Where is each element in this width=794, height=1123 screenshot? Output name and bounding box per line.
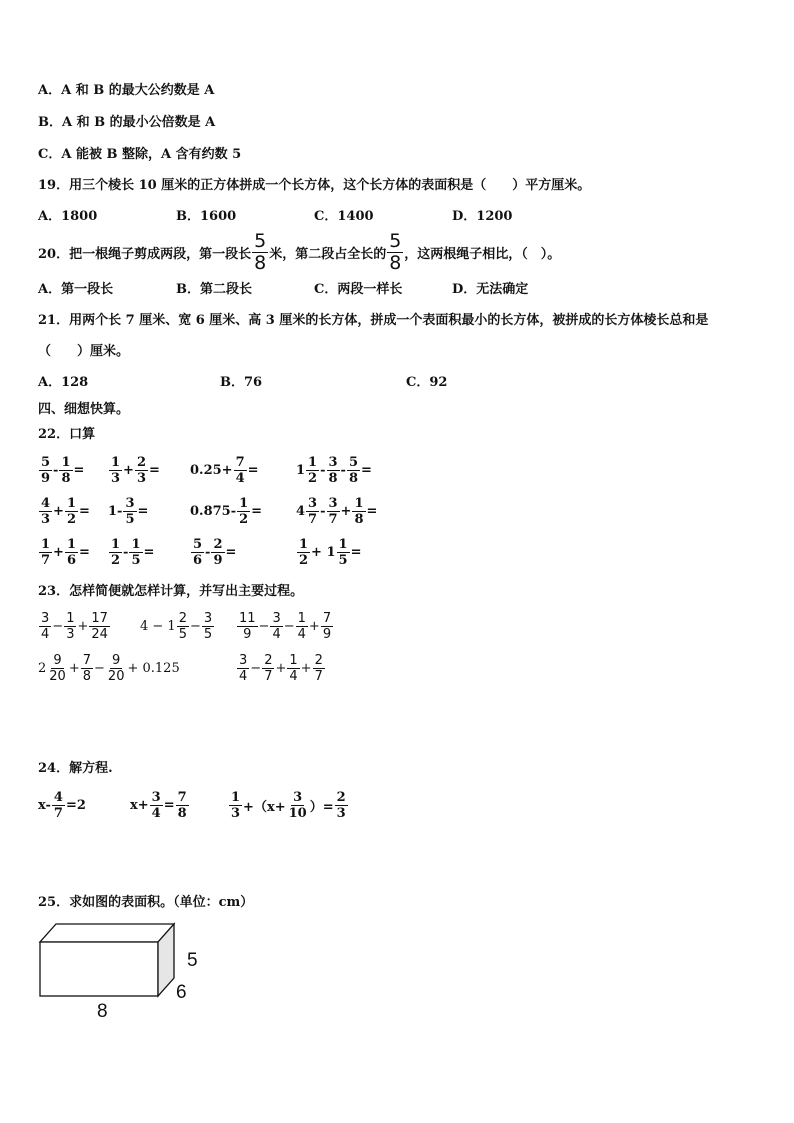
fraction-denominator: 5 <box>131 552 141 568</box>
fraction <box>135 456 148 485</box>
fraction-denominator: 5 <box>178 626 187 642</box>
fraction <box>237 497 250 526</box>
fraction-numerator: 3 <box>328 495 338 511</box>
expr-text: = <box>79 544 90 560</box>
q21-stem-line1: 21．用两个长 7 厘米、宽 6 厘米、高 3 厘米的长方体，拼成一个表面积最小的长方体，被拼成的长方体棱长总和是 <box>38 313 709 328</box>
q20-text-1: 20．把一根绳子剪成两段，第一段长 <box>38 246 252 262</box>
expr-text: 4 <box>296 503 306 519</box>
fraction-numerator: 3 <box>125 495 135 511</box>
fraction-numerator: 1 <box>289 652 298 668</box>
fraction-denominator: 3 <box>136 470 146 486</box>
fraction-denominator: 7 <box>328 511 338 527</box>
fraction-denominator: 3 <box>111 470 121 486</box>
fraction-denominator: 2 <box>111 552 121 568</box>
fraction <box>313 654 325 683</box>
expr-text: + <box>340 503 352 519</box>
fraction-denominator: 8 <box>348 470 358 486</box>
q20-frac1-denominator: 8 <box>254 251 267 274</box>
q20-stem <box>38 229 561 274</box>
fraction-denominator: 6 <box>193 552 203 568</box>
q19-stem: 19．用三个棱长 10 厘米的正方体拼成一个长方体，这个长方体的表面积是（ ）平方厘米。 <box>38 178 591 193</box>
math-expression <box>190 494 262 528</box>
fraction <box>237 612 258 641</box>
math-expression <box>296 494 377 528</box>
fraction-numerator: 3 <box>308 495 318 511</box>
fraction <box>337 538 350 567</box>
q18-option-b: B．A 和 B 的最小公倍数是 A <box>38 115 216 130</box>
fraction <box>306 456 319 485</box>
fraction-numerator: 2 <box>314 652 323 668</box>
fraction-denominator: 4 <box>297 626 306 642</box>
fraction-numerator: 9 <box>53 652 62 668</box>
fraction-denominator: 7 <box>314 668 323 684</box>
fraction-numerator: 7 <box>82 652 92 668</box>
fraction <box>106 654 127 683</box>
fraction-denominator: 7 <box>41 552 51 568</box>
fraction-denominator: 2 <box>66 511 76 527</box>
q20-option-b: B．第二段长 <box>176 282 252 297</box>
fraction-numerator: 1 <box>61 454 71 470</box>
expr-text: 0.875- <box>190 503 237 519</box>
fraction-numerator: 3 <box>293 789 303 805</box>
fraction-denominator: 4 <box>235 470 245 486</box>
fraction-denominator: 6 <box>66 552 76 568</box>
expr-text: = <box>149 462 160 478</box>
fraction-denominator: 2 <box>308 470 318 486</box>
expr-text: 2 <box>38 660 47 676</box>
fraction-denominator: 20 <box>107 668 125 684</box>
expr-text: − <box>258 618 270 634</box>
fraction-numerator: 7 <box>177 789 187 805</box>
q22-title: 22．口算 <box>38 427 96 442</box>
math-expression <box>228 788 349 822</box>
expr-text: = <box>350 544 362 560</box>
fraction-numerator: 3 <box>203 610 213 626</box>
fraction-denominator: 3 <box>336 805 346 821</box>
fraction-denominator: 2 <box>299 552 309 568</box>
fraction <box>59 456 72 485</box>
fraction <box>327 456 340 485</box>
fraction-numerator: 2 <box>178 610 187 626</box>
math-expression <box>108 453 160 487</box>
fraction <box>287 654 299 683</box>
q20-option-c: C．两段一样长 <box>314 282 403 297</box>
fraction <box>306 497 319 526</box>
fraction-denominator: 5 <box>203 626 213 642</box>
fraction <box>81 654 93 683</box>
expr-text: 1- <box>108 503 123 519</box>
expr-text: − <box>52 618 64 634</box>
math-expression <box>296 453 372 487</box>
fraction-numerator: 1 <box>66 610 75 626</box>
fraction <box>150 791 163 820</box>
fraction-numerator: 1 <box>354 495 364 511</box>
fraction-denominator: 3 <box>66 626 75 642</box>
fraction <box>191 538 204 567</box>
q21-option-a: A．128 <box>38 375 89 390</box>
expr-text: x+ <box>130 797 149 813</box>
expr-text: + 1 <box>311 544 336 560</box>
fraction-numerator: 4 <box>53 789 63 805</box>
cuboid-height-label: 5 <box>187 950 198 971</box>
expr-text: - <box>53 462 59 478</box>
math-expression <box>236 651 326 685</box>
fraction <box>39 538 52 567</box>
math-expression <box>130 788 190 822</box>
fraction <box>109 538 122 567</box>
fraction-denominator: 9 <box>322 626 332 642</box>
expr-text: - <box>340 462 346 478</box>
fraction-numerator: 4 <box>41 495 51 511</box>
cuboid-length-label: 8 <box>97 1001 108 1022</box>
q21-option-c: C．92 <box>406 375 448 390</box>
q18-option-a: A．A 和 B 的最大公约数是 A <box>38 83 215 98</box>
fraction-denominator: 9 <box>213 552 223 568</box>
expr-text: = <box>251 503 263 519</box>
fraction <box>296 612 308 641</box>
fraction-numerator: 1 <box>308 454 318 470</box>
math-expression <box>296 535 361 569</box>
expr-text: + <box>68 660 80 676</box>
fraction <box>123 497 136 526</box>
expr-text: − <box>94 660 105 676</box>
expr-text: = <box>366 503 378 519</box>
math-expression <box>38 535 90 569</box>
expr-text: − <box>250 660 262 676</box>
expr-text: = <box>79 503 90 519</box>
fraction-denominator: 20 <box>49 668 66 684</box>
math-expression <box>38 494 90 528</box>
fraction-numerator: 7 <box>322 610 332 626</box>
q24-title: 24．解方程. <box>38 761 113 776</box>
fraction <box>287 791 309 820</box>
fraction-numerator: 2 <box>136 454 146 470</box>
expr-text: + <box>300 660 312 676</box>
expr-text: + <box>123 462 134 478</box>
expr-text: + <box>275 660 287 676</box>
cuboid-figure <box>36 920 186 1000</box>
math-expression <box>190 535 236 569</box>
fraction <box>229 791 242 820</box>
expr-text: 4 − 1 <box>140 618 176 634</box>
fraction <box>234 456 247 485</box>
expr-text: − <box>189 618 201 634</box>
fraction-denominator: 4 <box>289 668 298 684</box>
cuboid-width-label: 6 <box>176 982 187 1003</box>
fraction <box>335 791 348 820</box>
expr-text: =2 <box>65 797 86 813</box>
expr-text: - <box>123 544 129 560</box>
q20-fraction-2 <box>387 229 403 274</box>
expr-text: - <box>320 503 326 519</box>
fraction <box>129 538 142 567</box>
fraction-denominator: 8 <box>354 511 364 527</box>
math-expression <box>108 494 148 528</box>
q20-option-d: D．无法确定 <box>452 282 529 297</box>
fraction-denominator: 3 <box>41 511 51 527</box>
q19-option-b: B．1600 <box>176 209 237 224</box>
fraction <box>202 612 214 641</box>
expr-text: − <box>283 618 295 634</box>
fraction <box>211 538 224 567</box>
fraction <box>321 612 333 641</box>
fraction <box>47 654 68 683</box>
fraction-numerator: 5 <box>193 536 203 552</box>
math-expression <box>38 788 86 822</box>
q19-option-a: A．1800 <box>38 209 98 224</box>
fraction <box>52 791 65 820</box>
fraction-numerator: 2 <box>213 536 223 552</box>
expr-text: + <box>53 503 64 519</box>
math-expression <box>38 609 111 643</box>
fraction-denominator: 4 <box>41 626 50 642</box>
fraction-denominator: 9 <box>243 626 252 642</box>
expr-text: = <box>163 797 175 813</box>
math-expression <box>140 609 215 643</box>
q19-option-c: C．1400 <box>314 209 374 224</box>
fraction-numerator: 1 <box>66 495 76 511</box>
fraction-denominator: 8 <box>82 668 92 684</box>
q20-fraction-1 <box>252 229 268 274</box>
fraction <box>89 612 110 641</box>
fraction-numerator: 1 <box>131 536 141 552</box>
fraction-numerator: 3 <box>239 652 248 668</box>
expr-text: = <box>143 544 155 560</box>
fraction <box>176 791 189 820</box>
expr-text: - <box>320 462 326 478</box>
q20-frac2-numerator: 5 <box>389 229 402 252</box>
fraction-denominator: 8 <box>177 805 187 821</box>
fraction <box>347 456 360 485</box>
fraction-denominator: 9 <box>41 470 51 486</box>
fraction-numerator: 7 <box>235 454 245 470</box>
fraction-numerator: 5 <box>348 454 358 470</box>
fraction <box>237 654 249 683</box>
q20-option-a: A．第一段长 <box>38 282 114 297</box>
expr-text: 0.25+ <box>190 462 233 478</box>
fraction-denominator: 10 <box>288 805 307 821</box>
fraction-denominator: 3 <box>231 805 241 821</box>
fraction-numerator: 1 <box>111 454 121 470</box>
fraction <box>39 456 52 485</box>
fraction <box>352 497 365 526</box>
fraction-denominator: 4 <box>239 668 248 684</box>
math-expression <box>38 651 180 685</box>
math-expression <box>190 453 259 487</box>
fraction-denominator: 7 <box>53 805 63 821</box>
expr-text: - <box>205 544 211 560</box>
fraction-numerator: 1 <box>239 495 249 511</box>
expr-text: + <box>77 618 89 634</box>
fraction-numerator: 1 <box>338 536 348 552</box>
fraction-numerator: 1 <box>41 536 51 552</box>
fraction-numerator: 11 <box>239 610 256 626</box>
expr-text: + 0.125 <box>127 660 180 676</box>
fraction-numerator: 1 <box>231 789 241 805</box>
fraction-numerator: 1 <box>297 610 306 626</box>
q23-title: 23．怎样简便就怎样计算，并写出主要过程。 <box>38 584 304 599</box>
fraction <box>39 497 52 526</box>
expr-text: +（x+ <box>243 799 286 815</box>
fraction-numerator: 9 <box>112 652 121 668</box>
fraction-numerator: 1 <box>111 536 121 552</box>
fraction-numerator: 17 <box>91 610 108 626</box>
expr-text: = <box>137 503 149 519</box>
fraction-numerator: 3 <box>328 454 338 470</box>
math-expression <box>236 609 334 643</box>
fraction-denominator: 5 <box>338 552 348 568</box>
expr-text: + <box>308 618 320 634</box>
fraction-numerator: 2 <box>336 789 346 805</box>
math-expression <box>38 453 84 487</box>
fraction-denominator: 7 <box>308 511 318 527</box>
expr-text: ）= <box>309 799 334 815</box>
fraction-numerator: 2 <box>264 652 273 668</box>
fraction-numerator: 1 <box>299 536 309 552</box>
q20-text-3: ，这两根绳子相比，（ ）。 <box>404 246 561 262</box>
fraction <box>270 612 282 641</box>
fraction-denominator: 8 <box>328 470 338 486</box>
q18-option-c: C．A 能被 B 整除，A 含有约数 5 <box>38 147 242 162</box>
fraction-denominator: 7 <box>264 668 273 684</box>
q20-text-2: 米，第二段占全长的 <box>269 246 387 262</box>
fraction-denominator: 8 <box>61 470 71 486</box>
fraction-numerator: 5 <box>41 454 51 470</box>
q21-stem-line2: （ ）厘米。 <box>38 344 130 359</box>
fraction-denominator: 24 <box>91 626 108 642</box>
fraction <box>39 612 51 641</box>
q20-frac2-denominator: 8 <box>389 251 402 274</box>
expr-text: x- <box>38 797 51 813</box>
math-expression <box>108 535 154 569</box>
expr-text: = <box>361 462 372 478</box>
fraction-denominator: 2 <box>239 511 249 527</box>
fraction <box>327 497 340 526</box>
q20-frac1-numerator: 5 <box>254 229 267 252</box>
fraction-denominator: 5 <box>125 511 135 527</box>
fraction-denominator: 4 <box>272 626 281 642</box>
fraction-numerator: 3 <box>41 610 50 626</box>
fraction <box>297 538 310 567</box>
section-4-heading: 四、细想快算。 <box>38 402 130 417</box>
fraction-numerator: 3 <box>151 789 161 805</box>
fraction <box>262 654 274 683</box>
expr-text: = <box>247 462 259 478</box>
expr-text: 1 <box>296 462 306 478</box>
fraction <box>177 612 189 641</box>
fraction-numerator: 1 <box>66 536 76 552</box>
fraction <box>64 612 76 641</box>
expr-text: = <box>225 544 237 560</box>
fraction-denominator: 4 <box>151 805 161 821</box>
expr-text: = <box>73 462 85 478</box>
fraction <box>65 538 78 567</box>
fraction <box>65 497 78 526</box>
fraction <box>109 456 122 485</box>
fraction-numerator: 3 <box>272 610 281 626</box>
q25-title: 25．求如图的表面积。（单位：cm） <box>38 895 254 910</box>
q19-option-d: D．1200 <box>452 209 513 224</box>
expr-text: + <box>53 544 64 560</box>
q21-option-b: B．76 <box>220 375 263 390</box>
